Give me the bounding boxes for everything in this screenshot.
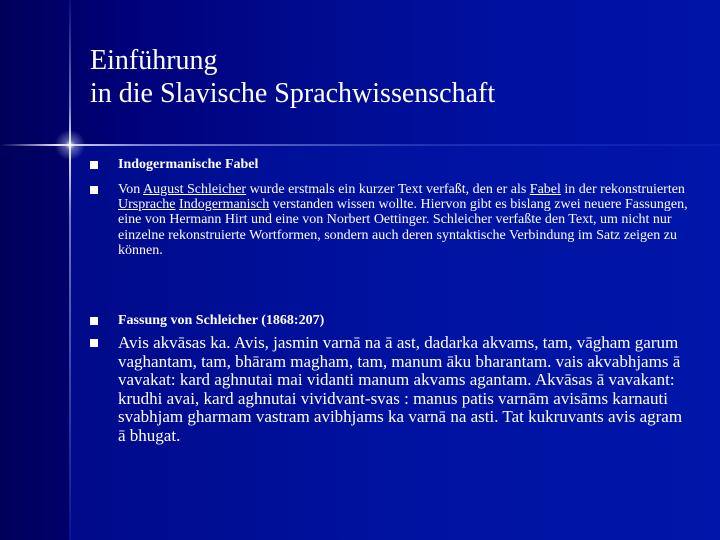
text-segment: wurde erstmals ein kurzer Text verfaßt, den er als	[246, 182, 530, 197]
text-segment: verstanden wissen wollte. Hiervon gibt es bislang zwei neuere Fassungen, eine von Hermann Hirt und eine von Norbert Oettinger. Schleicher verfaßte den Text, um nicht nur einzelne rekonstruierte Wortformen, sondern auch deren syntaktische Verbindung im Satz zeigen zu können.	[118, 197, 688, 258]
square-bullet-icon	[90, 317, 98, 325]
text-segment: in der rekonstruierten	[560, 182, 685, 197]
link-fabel[interactable]: Fabel	[529, 182, 561, 197]
decorative-vertical-line	[69, 0, 71, 540]
link-august-schleicher[interactable]: August Schleicher	[143, 182, 247, 197]
decorative-horizontal-line	[0, 144, 720, 146]
bullet-text-fable: Avis akvāsas ka. Avis, jasmin varnā na ā ast, dadarka akvams, tam, vāgham garum vaghantam, tam, bhāram magham, tam, manum āku bharantam. vais akvabhjams ā vavakat: kard aghnutai mai vidanti manum akvams agantam. Akvāsas ā vavakant: krudhi avai, kard aghnutai vividvant-svas : manus patis varnām avisāms karnauti svabhjam gharmam vastram avibhjams ka varnā na asti. Tat kukruvants avis agram ā bhugat.	[118, 333, 683, 445]
square-bullet-icon	[90, 339, 98, 347]
link-ursprache[interactable]: Ursprache	[118, 197, 176, 213]
title-line-1: Einführung	[90, 45, 218, 76]
bullet-text-paragraph	[118, 182, 688, 258]
text-segment: Von	[118, 182, 144, 197]
title-line-2: in die Slavische Sprachwissenschaft	[90, 78, 496, 109]
square-bullet-icon	[90, 161, 98, 169]
bullet-text-heading: Fassung von Schleicher (1868:207)	[118, 313, 325, 328]
bullet-text-heading: Indogermanische Fabel	[118, 157, 259, 172]
slide-title	[90, 44, 700, 110]
square-bullet-icon	[90, 186, 98, 194]
decorative-sparkle-icon	[52, 127, 88, 163]
link-indogermanisch[interactable]: Indogermanisch	[179, 197, 270, 213]
